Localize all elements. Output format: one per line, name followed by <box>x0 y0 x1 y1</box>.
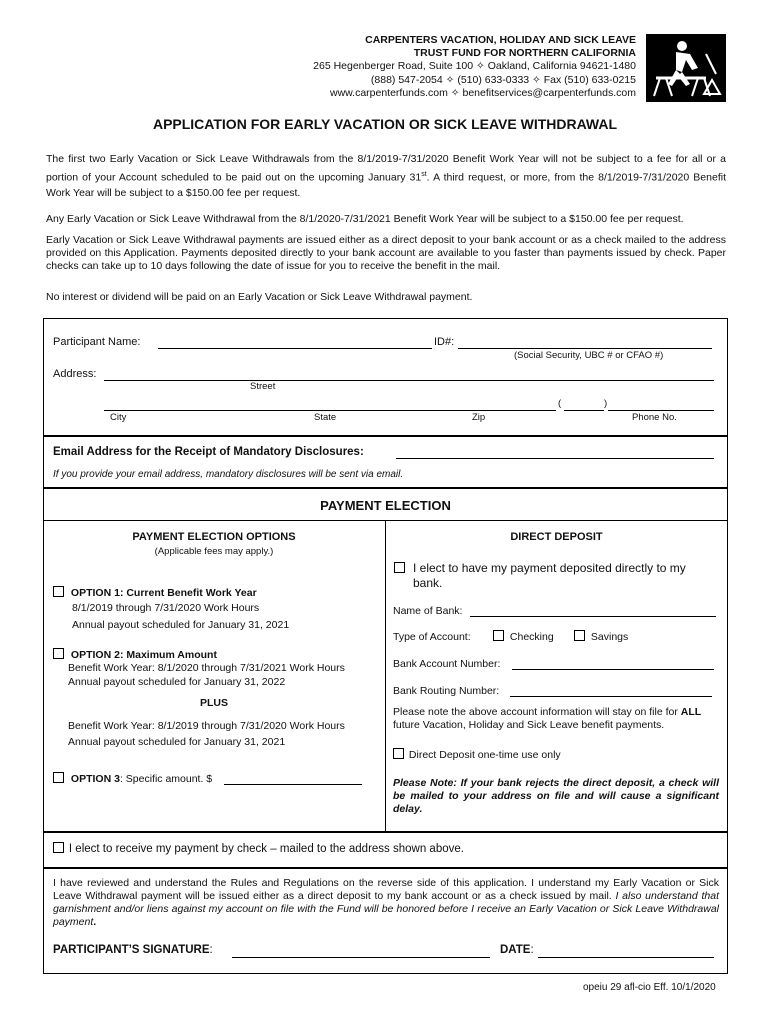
one-time-checkbox[interactable] <box>393 748 404 759</box>
address-label: Address: <box>53 368 97 380</box>
street-caption: Street <box>250 381 276 392</box>
org-name-line2: TRUST FUND FOR NORTHERN CALIFORNIA <box>413 47 636 60</box>
one-time-label: Direct Deposit one-time use only <box>408 749 561 761</box>
option1-row <box>53 586 257 599</box>
street-field[interactable] <box>104 380 714 381</box>
bank-name-field[interactable] <box>470 616 716 617</box>
participant-info-section <box>43 318 728 436</box>
email-section <box>43 436 728 488</box>
city-state-zip-field[interactable] <box>104 410 556 411</box>
intro-paragraph-2: Any Early Vacation or Sick Leave Withdrawal from the 8/1/2020-7/31/2021 Benefit Work Year will be subject to a $150.00 fee per request. <box>46 213 684 225</box>
org-phones: (888) 547-2054 ✧ (510) 633-0333 ✧ Fax (510) 633-0215 <box>370 73 636 86</box>
option2-title: OPTION 2: Maximum Amount <box>70 649 217 661</box>
date-field[interactable] <box>538 957 714 958</box>
savings-option <box>574 630 628 643</box>
account-number-label: Bank Account Number: <box>393 658 501 670</box>
check-option-checkbox[interactable] <box>53 842 64 853</box>
options-fee-note: (Applicable fees may apply.) <box>154 546 274 557</box>
direct-deposit-heading: DIRECT DEPOSIT <box>510 531 603 543</box>
participant-id-field[interactable] <box>458 348 712 349</box>
phone-paren-close: ) <box>604 398 608 409</box>
phone-area-code-field[interactable] <box>564 410 604 411</box>
attestation-text: I have reviewed and understand the Rules and Regulations on the reverse side of this application. I understand my Early Vacation or Sick Leave Withdrawal payment will be issued either as a direct deposit to my bank account or as a check issued by mail. I also understand that garnishment and/or liens against my account on file with the Fund will be honored before I receive an Early Vacation or Sick Leave Withdrawal payment. <box>53 877 719 928</box>
checking-option <box>493 630 554 643</box>
phone-paren-open: ( <box>558 398 562 409</box>
signature-field[interactable] <box>232 957 490 958</box>
dd-elect-checkbox-wrap <box>394 562 405 575</box>
option1-checkbox[interactable] <box>53 586 64 597</box>
routing-number-label: Bank Routing Number: <box>393 685 500 697</box>
participant-id-label: ID#: <box>434 336 455 348</box>
phone-caption: Phone No. <box>632 412 677 423</box>
savings-label: Savings <box>590 631 629 643</box>
option1-line2: Annual payout scheduled for January 31, 2021 <box>72 619 290 631</box>
phone-number-field[interactable] <box>608 410 714 411</box>
option3-checkbox[interactable] <box>53 772 64 783</box>
checking-checkbox[interactable] <box>493 630 504 641</box>
footer-union-bug: opeiu 29 afl-cio Eff. 10/1/2020 <box>583 982 716 993</box>
state-caption: State <box>314 412 337 423</box>
signature-label: PARTICIPANT’S SIGNATURE: <box>53 944 213 956</box>
savings-checkbox[interactable] <box>574 630 585 641</box>
option1-line1: 8/1/2019 through 7/31/2020 Work Hours <box>72 602 260 614</box>
option2-plus: PLUS <box>200 697 229 709</box>
option3-row <box>53 772 212 785</box>
one-time-option <box>393 748 561 761</box>
dd-elect-checkbox[interactable] <box>394 562 405 573</box>
zip-caption: Zip <box>472 412 486 423</box>
intro-paragraph-4: No interest or dividend will be paid on an Early Vacation or Sick Leave Withdrawal payment. <box>46 291 473 303</box>
option2-checkbox[interactable] <box>53 648 64 659</box>
option2-row <box>53 648 217 661</box>
email-note: If you provide your email address, mandatory disclosures will be sent via email. <box>53 469 404 480</box>
participant-name-field[interactable] <box>158 348 432 349</box>
carpenter-logo-icon <box>646 34 726 102</box>
org-name-line1: CARPENTERS VACATION, HOLIDAY AND SICK LEAVE <box>365 34 636 46</box>
checking-label: Checking <box>509 631 554 643</box>
account-number-field[interactable] <box>512 669 714 670</box>
option3-amount-field[interactable] <box>224 784 362 785</box>
city-caption: City <box>110 412 127 423</box>
bank-reject-note: Please Note: If your bank rejects the direct deposit, a check will be mailed to your address on file and will cause a significant delay. <box>393 777 719 815</box>
payment-column-divider <box>385 520 386 832</box>
participant-id-note: (Social Security, UBC # or CFAO #) <box>514 350 664 361</box>
payment-election-heading: PAYMENT ELECTION <box>320 498 451 513</box>
account-on-file-note: Please note the above account information will stay on file for ALL future Vacation, Holiday and Sick Leave benefit payments. <box>393 706 702 731</box>
carpenter-logo <box>646 34 726 102</box>
letterhead <box>313 34 636 100</box>
option2-line3: Benefit Work Year: 8/1/2019 through 7/31/2020 Work Hours <box>68 720 345 732</box>
email-field[interactable] <box>396 458 714 459</box>
account-type-label: Type of Account: <box>393 631 471 643</box>
email-label: Email Address for the Receipt of Mandatory Disclosures: <box>53 446 364 458</box>
date-label: DATE: <box>500 944 534 956</box>
form-title: APPLICATION FOR EARLY VACATION OR SICK LEAVE WITHDRAWAL <box>152 116 618 132</box>
intro-paragraph-3: Early Vacation or Sick Leave Withdrawal payments are issued either as a direct deposit to your bank account or as a check mailed to the address provided on this Application. Payments deposited directly to your bank account are available to you faster than payments issued by check. Paper checks can take up to 10 days following the date of issue for you to receive the benefit in the mail. <box>46 234 726 272</box>
check-option-label: I elect to receive my payment by check – mailed to the address shown above. <box>68 843 464 855</box>
option3-label: OPTION 3: Specific amount. $ <box>70 773 213 785</box>
option1-title: OPTION 1: Current Benefit Work Year <box>70 587 257 599</box>
routing-number-field[interactable] <box>510 696 712 697</box>
option2-line1: Benefit Work Year: 8/1/2020 through 7/31/2021 Work Hours <box>68 662 345 674</box>
options-heading: PAYMENT ELECTION OPTIONS <box>132 531 296 543</box>
participant-name-label: Participant Name: <box>53 336 141 348</box>
org-address: 265 Hegenberger Road, Suite 100 ✧ Oakland, California 94621-1480 <box>313 60 636 73</box>
option2-line4: Annual payout scheduled for January 31, 2021 <box>68 736 286 748</box>
dd-elect-label: I elect to have my payment deposited directly to my bank. <box>413 561 686 590</box>
intro-paragraph-1: The first two Early Vacation or Sick Leave Withdrawals from the 8/1/2019-7/31/2020 Benefit Work Year will not be subject to a fee for all or a portion of your Account scheduled to be paid out on the upcoming January 31st. A third request, or more, from the 8/1/2019-7/31/2020 Benefit Work Year will be subject to a $150.00 fee per request. <box>46 153 726 199</box>
org-web: www.carpenterfunds.com ✧ benefitservices@carpenterfunds.com <box>329 86 636 99</box>
option2-line2: Annual payout scheduled for January 31, 2022 <box>68 676 286 688</box>
bank-name-label: Name of Bank: <box>393 605 463 617</box>
check-option-row <box>53 842 464 855</box>
